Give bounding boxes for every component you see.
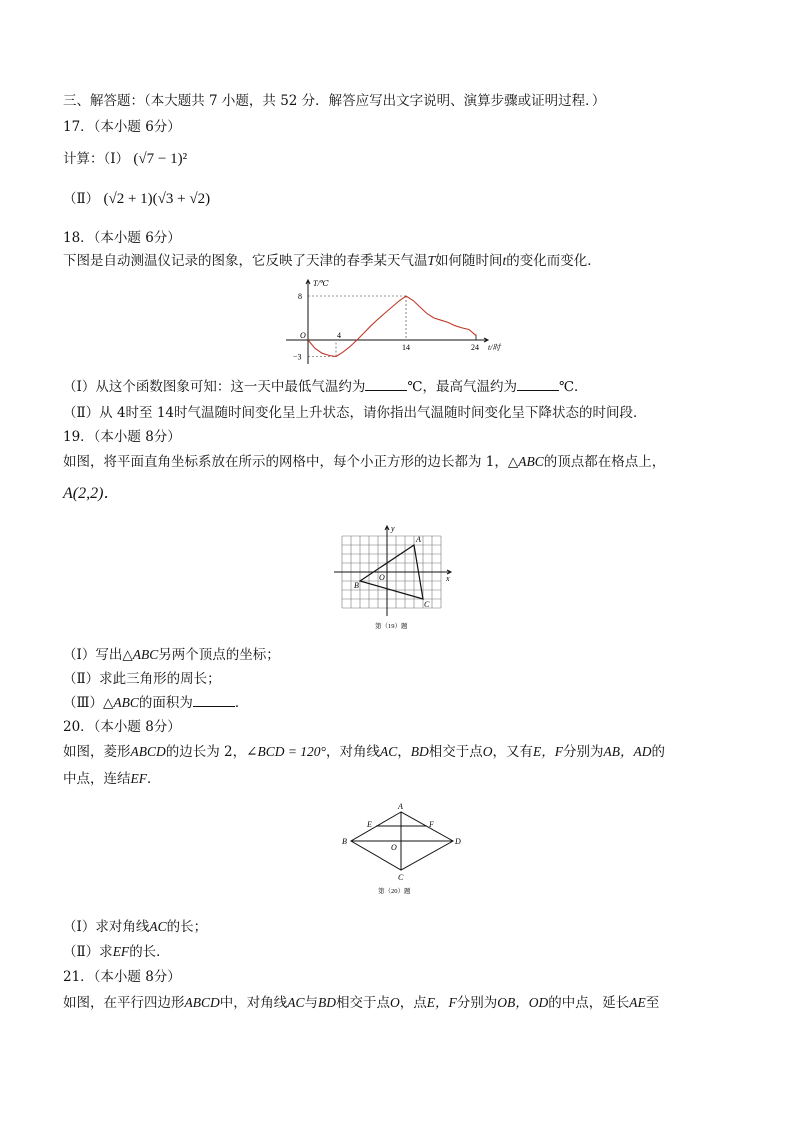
q18-part1-unit2: ℃． <box>558 379 588 395</box>
q18-part1-unit1: ℃，最高气温约为 <box>407 379 517 395</box>
q20-angle: ∠BCD = 120° <box>246 744 326 759</box>
q19-part3 <box>63 694 248 712</box>
answer-blank[interactable] <box>365 378 407 391</box>
q20-var: E，F <box>532 744 563 759</box>
q20-text: 相交于点 <box>428 744 483 760</box>
q21-text: 的中点，延长 <box>548 995 630 1011</box>
q17-part1-label: 计算：（Ⅰ） <box>63 151 130 167</box>
q20-description-line1 <box>63 743 665 761</box>
axis-label-y: y <box>391 524 395 533</box>
vertex-label-b: B <box>354 581 359 590</box>
q20-var: BD <box>410 744 429 759</box>
q19-point-a: A(2,2)． <box>63 485 120 502</box>
origin-label: O <box>379 573 385 582</box>
q19-part3-text-c: ． <box>234 695 249 711</box>
q21-text: 至 <box>645 995 660 1011</box>
chart-series <box>308 296 476 357</box>
q19-desc-triangle: △ABC <box>507 454 544 469</box>
q20-text: ，又有 <box>492 744 533 760</box>
point-label-e: E <box>367 820 372 829</box>
q21-var: AE <box>629 995 646 1010</box>
q19-desc-text-b: 的顶点都在格点上， <box>543 454 666 470</box>
x-tick-label: 4 <box>337 331 341 340</box>
q20-part1-text: 的长； <box>166 919 208 935</box>
q18-desc-var-t: t <box>502 253 507 268</box>
q19-part1-text-a: （Ⅰ）写出 <box>63 647 123 663</box>
chart-labels <box>293 279 501 362</box>
q18-desc-text-b: 如何随时间 <box>435 253 503 269</box>
rhombus-figure <box>338 800 468 900</box>
vertex-label-d: D <box>455 837 461 846</box>
q19-part1 <box>63 646 280 664</box>
vertex-label-a: A <box>398 802 403 811</box>
q20-part2-var: EF <box>112 944 130 959</box>
q21-var: ABCD <box>184 995 220 1010</box>
q20-description-line2 <box>63 770 161 788</box>
q19-part3-text-b: 的面积为 <box>138 695 193 711</box>
q17-title: 17．（本小题 6分） <box>63 119 181 135</box>
q19-description <box>63 453 665 471</box>
q21-var: AC <box>287 995 305 1010</box>
answer-blank[interactable] <box>193 694 235 707</box>
vertex-label-c: C <box>398 873 404 882</box>
y-tick-label: 8 <box>298 292 302 301</box>
q18-title: 18．（本小题 6分） <box>63 230 181 246</box>
grid-figure <box>330 522 460 634</box>
q19-part1-triangle: △ABC <box>122 647 159 662</box>
section-header: 三、解答题：（本大题共 7 小题，共 52 分．解答应写出文字说明、演算步骤或证明过程．） <box>63 93 606 109</box>
q21-text: 分别为 <box>456 995 498 1011</box>
figure-caption: 第（19）题 <box>375 623 408 630</box>
q19-part1-text-b: 另两个顶点的坐标； <box>158 647 280 663</box>
q20-part2-text: （Ⅱ）求 <box>63 944 113 960</box>
q18-part1-text: （Ⅰ）从这个函数图象可知：这一天中最低气温约为 <box>63 379 366 395</box>
vertex-label-c: C <box>424 600 430 609</box>
q21-text: 如图，在平行四边形 <box>63 995 185 1011</box>
q17-part2-label: （Ⅱ） <box>63 191 100 207</box>
q20-var: EF <box>130 771 147 786</box>
q21-var: O <box>390 995 400 1010</box>
grid-axes <box>334 526 451 616</box>
q20-var: ABCD <box>130 744 166 759</box>
q20-var: AB，AD <box>603 744 652 759</box>
answer-blank[interactable] <box>517 378 559 391</box>
chart-axes <box>286 280 488 364</box>
q20-title: 20．（本小题 8分） <box>63 719 181 735</box>
q20-var: AC <box>379 744 398 759</box>
x-tick-label: 14 <box>402 343 410 352</box>
q20-text: 分别为 <box>562 744 604 760</box>
q17-part2 <box>63 190 210 208</box>
point-label-o: O <box>391 843 397 852</box>
vertex-label-a: A <box>416 535 421 544</box>
q21-var: BD <box>318 995 337 1010</box>
q20-text: ． <box>147 771 161 787</box>
x-tick-label: 24 <box>471 343 479 352</box>
y-axis-label: T/℃ <box>313 279 329 288</box>
chart-guides <box>308 296 476 357</box>
q18-desc-text-c: 的变化而变化． <box>506 253 601 269</box>
q19-part3-text-a: （Ⅲ） <box>63 695 104 711</box>
temperature-chart <box>280 276 510 376</box>
q18-part2: （Ⅱ）从 4时至 14时气温随时间变化呈上升状态，请你指出气温随时间变化呈下降状态的时间段． <box>63 405 647 421</box>
vertex-label-b: B <box>342 837 347 846</box>
q20-part2-text: 的长． <box>129 944 170 960</box>
axis-label-x: x <box>446 574 450 583</box>
q21-text: 与 <box>304 995 319 1011</box>
q20-text: 中点，连结 <box>63 771 131 787</box>
q18-description <box>63 252 601 270</box>
q19-title: 19．（本小题 8分） <box>63 429 181 445</box>
q18-desc-text-a: 下图是自动测温仪记录的图象，它反映了天津的春季某天气温 <box>63 253 428 269</box>
q19-part2: （Ⅱ）求此三角形的周长； <box>63 671 221 687</box>
q20-part1-var: AC <box>149 919 167 934</box>
x-axis-label: t/时 <box>488 343 501 352</box>
q21-var: E，F <box>426 995 457 1010</box>
q21-text: 相交于点 <box>336 995 391 1011</box>
q20-text: 的 <box>651 744 665 760</box>
q19-desc-text-a: 如图，将平面直角坐标系放在所示的网格中，每个小正方形的边长都为 1， <box>63 454 508 470</box>
q21-text: ，点 <box>399 995 427 1011</box>
q20-text: ，对角线 <box>325 744 380 760</box>
q21-text: 中，对角线 <box>219 995 288 1011</box>
temperature-series-line <box>308 296 476 357</box>
q21-description <box>63 994 659 1012</box>
figure-caption: 第（20）题 <box>378 888 411 895</box>
q17-part1-expr: (√7 − 1)² <box>133 151 188 167</box>
q20-text: 的边长为 2， <box>165 744 247 760</box>
q19-part3-triangle: △ABC <box>103 695 139 710</box>
q17-part1 <box>63 150 187 168</box>
q20-text: 如图，菱形 <box>63 744 131 760</box>
q21-var: OB，OD <box>497 995 549 1010</box>
y-tick-label: −3 <box>293 352 302 362</box>
q18-part1 <box>63 378 588 396</box>
q20-var: O <box>482 744 493 759</box>
q17-part2-expr: (√2 + 1)(√3 + √2) <box>103 191 211 207</box>
x-tick-label: O <box>300 331 306 340</box>
q20-part1-text: （Ⅰ）求对角线 <box>63 919 150 935</box>
q21-title: 21．（本小题 8分） <box>63 969 181 985</box>
q20-part2 <box>63 943 170 961</box>
q18-desc-var-T: T <box>427 253 436 268</box>
q20-part1 <box>63 918 207 936</box>
q20-text: ， <box>397 744 411 760</box>
point-label-f: F <box>429 820 434 829</box>
